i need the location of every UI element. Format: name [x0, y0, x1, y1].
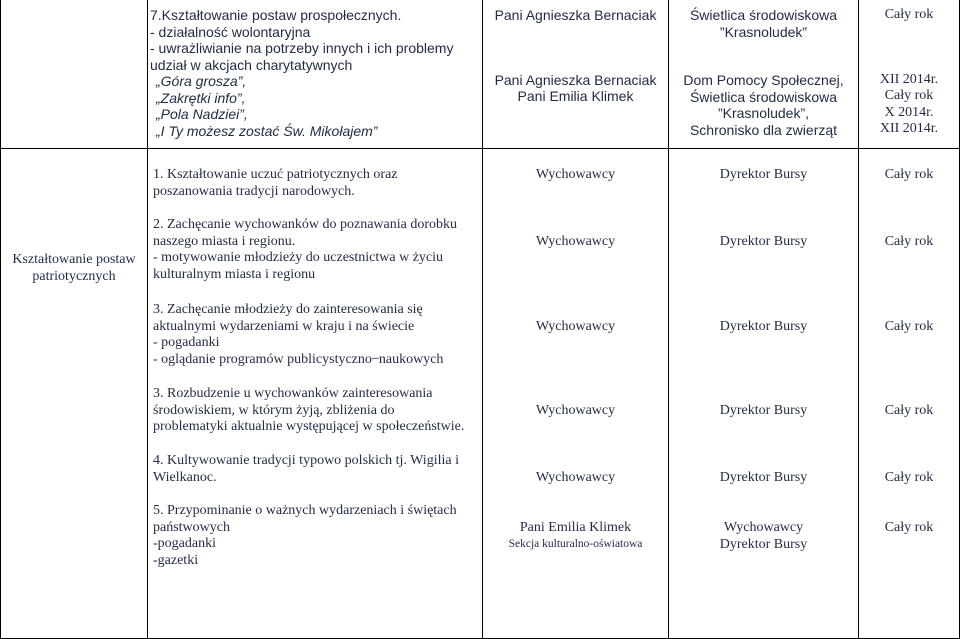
- responsible: Wychowawcy: [535, 167, 616, 182]
- task-cell-top: [150, 7, 480, 139]
- term: Cały rok: [884, 520, 934, 535]
- responsible: Wychowawcy: [535, 403, 616, 418]
- partner-name: Świetlica środowiskowa: [689, 7, 838, 23]
- term: Cały rok: [884, 88, 934, 103]
- task-line: aktualnymi wydarzeniami w kraju i na świecie: [153, 318, 415, 334]
- responsible: Wychowawcy: [535, 470, 616, 485]
- task-line: „Pola Nadziei”,: [156, 106, 248, 122]
- responsible-cell-top: [483, 7, 668, 105]
- task-line: Wielkanoc.: [153, 469, 217, 485]
- partner-name: Świetlica środowiskowa: [689, 88, 838, 105]
- task-line: - pogadanki: [153, 335, 220, 350]
- task-line: - uwrażliwianie na potrzeby innych i ich problemy: [150, 40, 454, 56]
- task-item: [153, 302, 478, 368]
- task-line: problematyki aktualnie występującej w społeczeństwie.: [153, 419, 465, 434]
- task-line: środowiskiem, w którym żyją, zbliżenia do: [153, 402, 395, 418]
- task-line: -gazetki: [153, 552, 199, 568]
- term: Cały rok: [884, 167, 934, 182]
- partner-name: Schronisko dla zwierząt: [689, 121, 838, 138]
- task-line: - oglądanie programów publicystyczno ̶ naukowych: [153, 351, 444, 367]
- table-line: [147, 0, 148, 639]
- task-line: 5. Przypominanie o ważnych wydarzeniach i świętach: [153, 503, 457, 518]
- coordinator: Dyrektor Bursy: [719, 167, 808, 182]
- responsible-note: Sekcja kulturalno-oświatowa: [508, 537, 643, 550]
- task-line: państwowych: [153, 519, 230, 535]
- task-line: 1. Kształtowanie uczuć patriotycznych oraz: [153, 167, 398, 182]
- responsible-cell: [483, 520, 668, 551]
- term: Cały rok: [884, 7, 934, 22]
- term: Cały rok: [884, 234, 934, 249]
- responsible-name: Pani Emilia Klimek: [519, 520, 632, 535]
- term: XII 2014r.: [879, 71, 939, 87]
- task-line: - działalność wolontaryjna: [150, 23, 311, 40]
- responsible: Wychowawcy: [535, 319, 616, 334]
- partner-cell-top: [669, 7, 858, 138]
- partner-name: Dom Pomocy Społecznej,: [683, 72, 844, 88]
- coordinator: Dyrektor Bursy: [719, 403, 808, 418]
- coordinator-cell: [669, 520, 858, 553]
- task-line: 3. Rozbudzenie u wychowanków zainteresowania: [153, 386, 433, 401]
- responsible-name: Pani Emilia Klimek: [517, 88, 634, 104]
- partner-name: ”Krasnoludek”,: [717, 105, 810, 121]
- task-line: 3. Zachęcanie młodzieży do zainteresowania się: [153, 302, 423, 317]
- task-item: [153, 503, 478, 569]
- task-item: [153, 453, 478, 486]
- coordinator: Dyrektor Bursy: [719, 536, 808, 552]
- coordinator: Dyrektor Bursy: [719, 319, 808, 334]
- task-item: [153, 386, 478, 436]
- task-line: „Góra grosza”,: [156, 73, 247, 89]
- term: Cały rok: [884, 403, 934, 418]
- responsible: Wychowawcy: [535, 234, 616, 249]
- term: X 2014r.: [884, 104, 934, 120]
- task-item: [153, 217, 478, 283]
- term-cell-top: [859, 7, 959, 138]
- task-line: „Zakrętki info”,: [156, 89, 246, 106]
- task-line: poszanowania tradycji narodowych.: [153, 183, 355, 199]
- task-line: „I Ty możesz zostać Św. Mikołajem”: [156, 122, 378, 139]
- coordinator: Dyrektor Bursy: [719, 234, 808, 249]
- task-line: 2. Zachęcanie wychowanków do poznawania dorobku: [153, 217, 458, 232]
- task-line: naszego miasta i regionu.: [153, 233, 296, 249]
- task-line: udział w akcjach charytatywnych: [150, 56, 353, 73]
- task-line: 4. Kultywowanie tradycji typowo polskich tj. Wigilia i: [153, 453, 459, 468]
- table-line: [0, 0, 1, 639]
- term: XII 2014r.: [879, 121, 939, 136]
- coordinator: Dyrektor Bursy: [719, 470, 808, 485]
- term: Cały rok: [884, 319, 934, 334]
- table-line: [0, 148, 960, 149]
- term: Cały rok: [884, 470, 934, 485]
- task-heading: 7.Kształtowanie postaw prospołecznych.: [150, 7, 402, 23]
- responsible-name: Pani Agnieszka Bernaciak: [494, 7, 657, 23]
- partner-name: ”Krasnoludek”: [719, 23, 808, 40]
- task-item: [153, 167, 478, 200]
- coordinator: Wychowawcy: [723, 520, 804, 535]
- area-label: Kształtowanie postaw patriotycznych: [12, 252, 136, 284]
- task-line: kulturalnym miasta i regionu: [153, 266, 316, 282]
- responsible-name: Pani Agnieszka Bernaciak: [494, 71, 657, 88]
- task-line: -pogadanki: [153, 536, 216, 551]
- task-line: - motywowanie młodzieży do uczestnictwa w życiu: [153, 250, 444, 265]
